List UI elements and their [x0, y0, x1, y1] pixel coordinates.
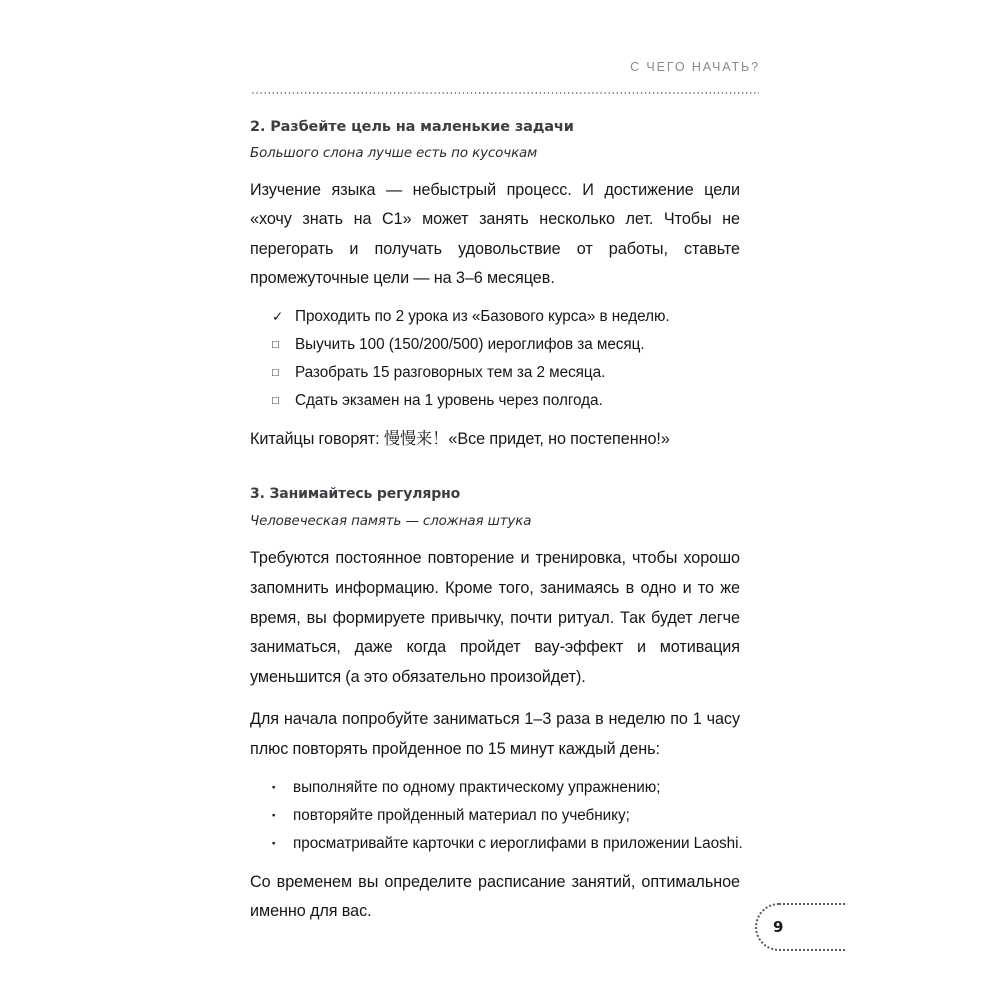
list-item: [272, 331, 740, 359]
list-item-label: Проходить по 2 урока из «Базового курса» в неделю.: [295, 307, 670, 325]
section-title-3: 3. Занимайтесь регулярно: [250, 485, 461, 502]
list-item-label: Выучить 100 (150/200/500) иероглифов за месяц.: [295, 335, 645, 353]
section-body-2: Изучение языка — небыстрый процесс. И достижение цели «хочу знать на C1» может занять несколько лет. Чтобы не перегорать и получать удовольствие от работы, ставьте промежуточные цели — на 3–6 месяцев.: [250, 180, 740, 288]
list-item: [272, 830, 761, 858]
section-subtitle-3: Человеческая память — сложная штука: [250, 514, 532, 530]
dotted-capsule-outline: [755, 903, 845, 951]
section-body-3-second: Для начала попробуйте заниматься 1–3 раза в неделю по 1 часу плюс повторять пройденное по 15 минут каждый день:: [250, 710, 740, 758]
checkbox-icon: □: [272, 394, 279, 407]
spacer: [250, 765, 740, 774]
text-column: [250, 118, 743, 927]
page-number-badge: [755, 903, 845, 951]
list-item-label: Разобрать 15 разговорных тем за 2 месяца.: [295, 363, 606, 381]
list-item: [272, 802, 740, 830]
goal-checklist: [250, 303, 740, 415]
checkbox-icon: □: [272, 366, 279, 379]
list-item-label: повторяйте пройденный материал по учебнику;: [293, 806, 630, 824]
section-closing-3: Со временем вы определите расписание занятий, оптимальное именно для вас.: [250, 872, 740, 921]
list-item: [272, 774, 740, 802]
list-item-label: Сдать экзамен на 1 уровень через полгода.: [295, 391, 603, 409]
square-bullet-icon: ▪: [272, 809, 276, 821]
practice-bullet-list: [250, 774, 743, 858]
spacer: [250, 692, 740, 705]
spacer: [250, 415, 740, 425]
spacer: [250, 530, 740, 544]
list-item: [272, 387, 740, 415]
spacer: [250, 503, 740, 513]
square-bullet-icon: ▪: [272, 837, 276, 849]
section-closing-2: Китайцы говорят: 慢慢来！«Все придет, но постепенно!»: [250, 429, 670, 448]
dotted-rule-divider: [251, 92, 759, 94]
list-item-label: просматривайте карточки с иероглифами в приложении Laoshi.: [293, 834, 743, 852]
square-bullet-icon: ▪: [272, 781, 276, 793]
page-number: 9: [773, 918, 784, 936]
section-title-2: 2. Разбейте цель на маленькие задачи: [250, 119, 574, 135]
spacer: [250, 136, 740, 145]
spacer: [250, 294, 740, 303]
running-head: С ЧЕГО НАЧАТЬ?: [630, 60, 760, 74]
check-icon: ✓: [272, 308, 284, 324]
section-body-3-first: Требуются постоянное повторение и тренировка, чтобы хорошо запомнить информацию. Кроме того, занимаясь в одно и то же время, вы формируете привычку, почти ритуал. Так будет легче заниматься, даже когда пройдет вау-эффект и мотивация уменьшится (а это обязательно произойдет).: [250, 549, 740, 686]
spacer: [250, 455, 740, 486]
checkbox-icon: □: [272, 338, 279, 351]
spacer: [250, 858, 740, 868]
list-item-label: выполняйте по одному практическому упражнению;: [293, 778, 661, 796]
spacer: [250, 163, 740, 176]
section-subtitle-2: Большого слона лучше есть по кусочкам: [250, 146, 538, 162]
list-item: [272, 359, 740, 387]
list-item: [272, 303, 740, 331]
